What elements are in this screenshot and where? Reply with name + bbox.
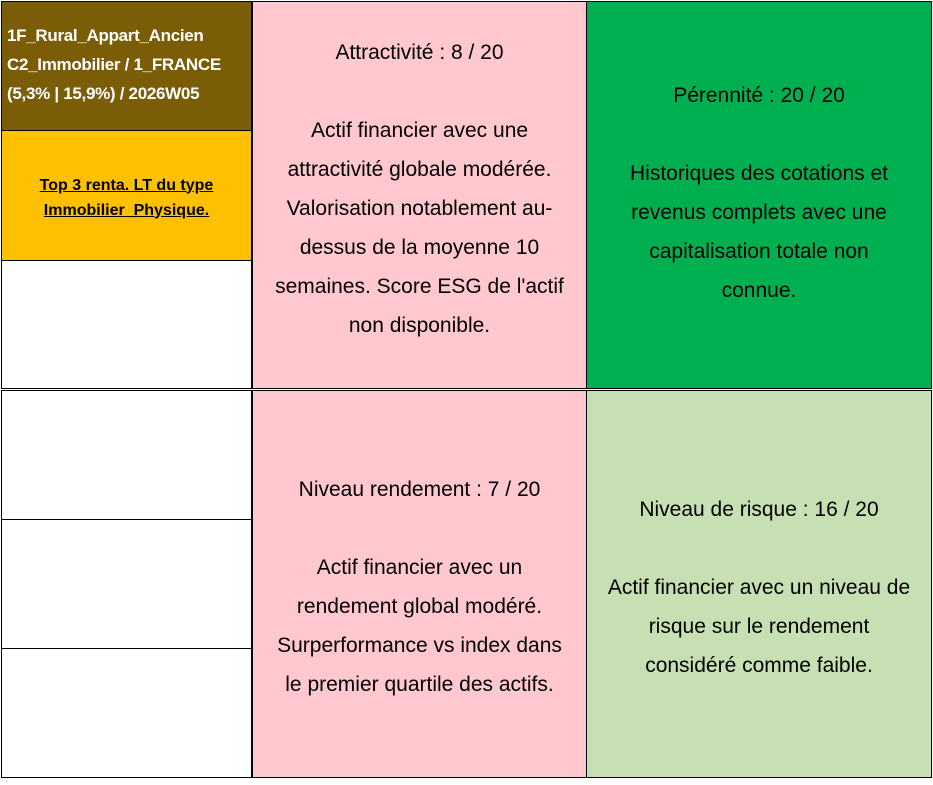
rendement-line: Actif financier avec un [316,556,523,579]
asset-name: 1F_Rural_Appart_Ancien [7,26,204,45]
table-bottom-border [1,777,931,778]
attractivite-panel [252,1,587,389]
attractivite-line: attractivité globale modérée. [287,158,552,181]
rendement-line: rendement global modéré. [296,595,543,618]
perennite-line: revenus complets avec une [631,201,887,224]
asset-header-cell [1,1,252,131]
perennite-panel [586,1,932,389]
perennite-title: Pérennité : 20 / 20 [673,84,845,107]
attractivite-title: Attractivité : 8 / 20 [335,41,504,64]
asset-category: C2_Immobilier / 1_FRANCE [7,55,221,74]
rendement-title: Niveau rendement : 7 / 20 [298,478,541,501]
risque-line: considéré comme faible. [645,653,873,677]
attractivite-line: dessus de la moyenne 10 [299,236,540,259]
risque-title: Niveau de risque : 16 / 20 [639,497,879,521]
risque-panel [586,390,932,778]
risque-line: risque sur le rendement [648,614,870,638]
empty-cell-1 [1,260,252,389]
perennite-line: connue. [721,279,797,302]
risque-line: Actif financier avec un niveau de [607,575,911,599]
attractivite-line: Actif financier avec une [310,119,529,142]
attractivite-line: semaines. Score ESG de l'actif [275,275,564,298]
attractivite-line: non disponible. [348,314,491,337]
top3-link[interactable] [40,169,214,223]
asset-performance: (5,3% | 15,9%) / 2026W05 [7,84,200,103]
perennite-line: Historiques des cotations et [630,162,888,185]
attractivite-line: Valorisation notablement au- [286,197,553,220]
empty-cell-4 [1,648,252,778]
top3-link-cell[interactable] [1,130,252,261]
perennite-line: capitalisation totale non [649,240,869,263]
rendement-panel [252,390,587,778]
rendement-line: Surperformance vs index dans [277,634,562,657]
empty-cell-3 [1,519,252,649]
top3-link-line2: Immobilier_Physique. [43,201,210,219]
empty-cell-2 [1,390,252,520]
rendement-line: le premier quartile des actifs. [285,673,554,696]
top3-link-line1: Top 3 renta. LT du type [39,176,214,194]
